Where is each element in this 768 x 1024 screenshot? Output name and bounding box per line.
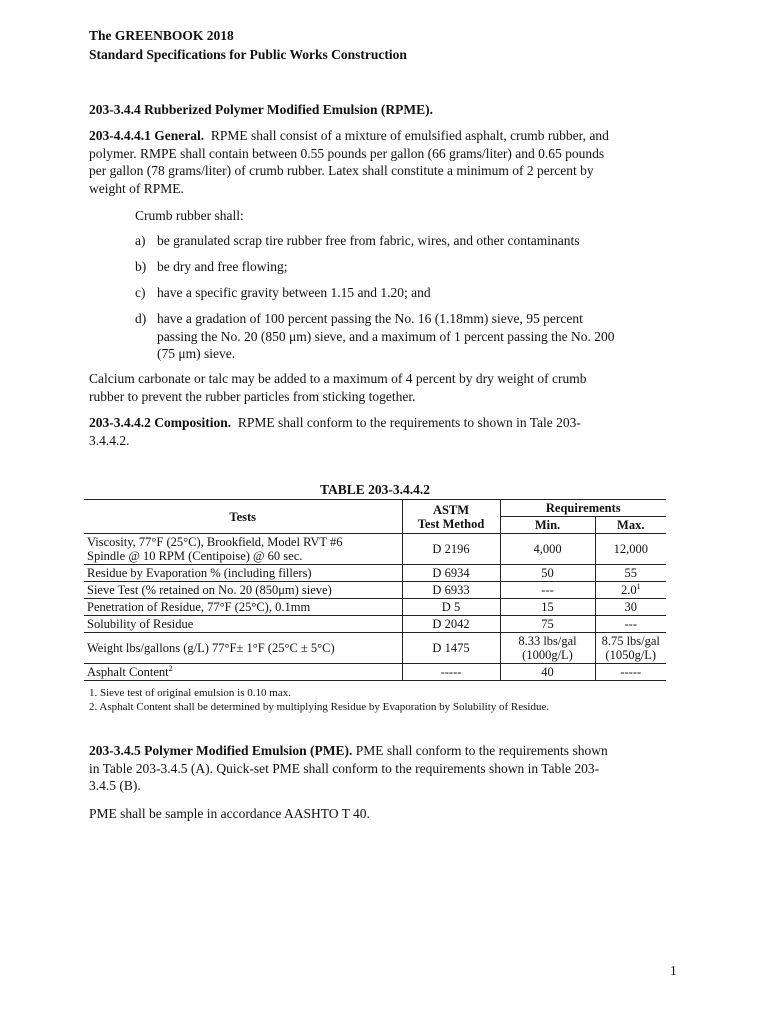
- min-cell: 50: [500, 565, 595, 582]
- header-requirements: Requirements: [500, 500, 666, 517]
- header-tests: Tests: [84, 500, 402, 534]
- general-line: weight of RPME.: [89, 180, 184, 196]
- table-row: [84, 633, 666, 664]
- min-value: (1000g/L): [522, 648, 573, 662]
- min-cell: 4,000: [500, 534, 595, 565]
- general-line: RPME shall consist of a mixture of emulsified asphalt, crumb rubber, and: [210, 128, 609, 143]
- list-item-text: have a specific gravity between 1.15 and 1.20; and: [157, 285, 431, 300]
- table-row: [84, 565, 666, 582]
- document-header: [89, 26, 407, 64]
- header-astm-line: ASTM: [432, 502, 470, 517]
- min-value: 8.33 lbs/gal: [518, 634, 577, 648]
- method-cell: D 5: [402, 599, 500, 616]
- max-cell: -----: [595, 664, 666, 681]
- header-title: The GREENBOOK 2018: [89, 28, 234, 43]
- test-cell: Solubility of Residue: [84, 616, 402, 633]
- footnote: 1. Sieve test of original emulsion is 0.10 max.: [89, 687, 291, 699]
- list-item-label: b): [135, 259, 147, 274]
- pme-paragraph: [89, 742, 689, 795]
- footnote: 2. Asphalt Content shall be determined by multiplying Residue by Evaporation by Solubility of Residue.: [89, 701, 550, 713]
- table-row: [84, 616, 666, 633]
- list-item-text: passing the No. 20 (850 μm) sieve, and a maximum of 1 percent passing the No. 200: [157, 328, 615, 344]
- composition-line: 3.4.4.2.: [89, 432, 130, 448]
- header-min: Min.: [500, 517, 595, 534]
- min-cell: [500, 633, 595, 664]
- pme-line: 3.4.5 (B).: [89, 778, 141, 793]
- general-line: per gallon (78 grams/liter) of crumb rubber. Latex shall constitute a minimum of 2 percent by: [89, 163, 594, 178]
- method-cell: D 6933: [402, 582, 500, 599]
- header-astm: [402, 500, 500, 534]
- max-cell: ---: [595, 616, 666, 633]
- max-value: 2.0: [620, 583, 637, 597]
- list-item: [135, 310, 655, 363]
- pme-line: PME shall conform to the requirements shown: [355, 743, 608, 758]
- footnote-ref: 1: [636, 581, 641, 591]
- min-cell: 75: [500, 616, 595, 633]
- pme-heading: 203-3.4.5 Polymer Modified Emulsion (PME).: [89, 743, 353, 758]
- min-cell: ---: [500, 582, 595, 599]
- header-max: Max.: [595, 517, 666, 534]
- crumb-rubber-intro: Crumb rubber shall:: [135, 208, 244, 223]
- footnote-ref: 2: [168, 663, 173, 673]
- max-cell: 30: [595, 599, 666, 616]
- max-value: (1050g/L): [605, 648, 657, 662]
- table-footnotes: [89, 686, 729, 714]
- test-text: Viscosity, 77°F (25°C), Brookfield, Model RVT #6: [87, 535, 343, 549]
- list-item-text: be granulated scrap tire rubber free from fabric, wires, and other contaminants: [157, 233, 580, 248]
- list-item: [135, 232, 655, 250]
- general-heading: 203-4.4.4.1 General.: [89, 128, 205, 143]
- min-cell: 40: [500, 664, 595, 681]
- requirements-table: [84, 499, 666, 681]
- test-cell: [84, 664, 402, 681]
- max-cell: 55: [595, 565, 666, 582]
- method-cell: D 2042: [402, 616, 500, 633]
- list-item-label: a): [135, 233, 146, 248]
- table-row: [84, 534, 666, 565]
- method-cell: D 2196: [402, 534, 500, 565]
- composition-line: RPME shall conform to the requirements to shown in Tale 203-: [237, 415, 581, 430]
- min-cell: 15: [500, 599, 595, 616]
- list-item-text: have a gradation of 100 percent passing the No. 16 (1.18mm) sieve, 95 percent: [157, 311, 583, 326]
- general-paragraph: [89, 127, 689, 197]
- list-item-label: c): [135, 285, 146, 300]
- max-cell: [595, 582, 666, 599]
- max-cell: 12,000: [595, 534, 666, 565]
- method-cell: -----: [402, 664, 500, 681]
- test-cell: Penetration of Residue, 77°F (25°C), 0.1mm: [84, 599, 402, 616]
- general-line: polymer. RMPE shall contain between 0.55 pounds per gallon (66 grams/liter) and 0.65 pounds: [89, 145, 605, 161]
- table-row: [84, 664, 666, 681]
- table-title: TABLE 203-3.4.4.2: [319, 482, 430, 497]
- table-row: [84, 582, 666, 599]
- composition-paragraph: [89, 414, 689, 449]
- test-cell: Weight lbs/gallons (g/L) 77°F± 1°F (25°C ± 5°C): [84, 633, 402, 664]
- header-subtitle: Standard Specifications for Public Works Construction: [89, 47, 407, 62]
- section-title: 203-3.4.4 Rubberized Polymer Modified Emulsion (RPME).: [89, 102, 433, 117]
- pme-sample: PME shall be sample in accordance AASHTO T 40.: [89, 806, 370, 821]
- list-item-label: d): [135, 311, 147, 326]
- test-cell: Sieve Test (% retained on No. 20 (850μm) sieve): [84, 582, 402, 599]
- calcium-paragraph: [89, 370, 689, 405]
- test-cell: [84, 534, 402, 565]
- list-item: [135, 284, 655, 302]
- list-item-text: be dry and free flowing;: [157, 259, 288, 274]
- page-number: 1: [670, 963, 677, 978]
- header-astm-line: Test Method: [417, 516, 485, 531]
- max-cell: [595, 633, 666, 664]
- table-row: [84, 599, 666, 616]
- composition-heading: 203-3.4.4.2 Composition.: [89, 415, 232, 430]
- test-cell: Residue by Evaporation % (including fillers): [84, 565, 402, 582]
- list-item-text: (75 μm) sieve.: [157, 346, 236, 361]
- method-cell: D 1475: [402, 633, 500, 664]
- pme-line: in Table 203-3.4.5 (A). Quick-set PME shall conform to the requirements shown in Table 203-: [89, 760, 600, 776]
- test-text: Spindle @ 10 RPM (Centipoise) @ 60 sec.: [87, 549, 303, 563]
- max-value: 8.75 lbs/gal: [601, 634, 660, 648]
- list-item: [135, 258, 655, 276]
- test-text: Asphalt Content: [87, 665, 169, 679]
- calcium-line: Calcium carbonate or talc may be added to a maximum of 4 percent by dry weight of crumb: [89, 371, 587, 386]
- method-cell: D 6934: [402, 565, 500, 582]
- calcium-line: rubber to prevent the rubber particles from sticking together.: [89, 388, 416, 404]
